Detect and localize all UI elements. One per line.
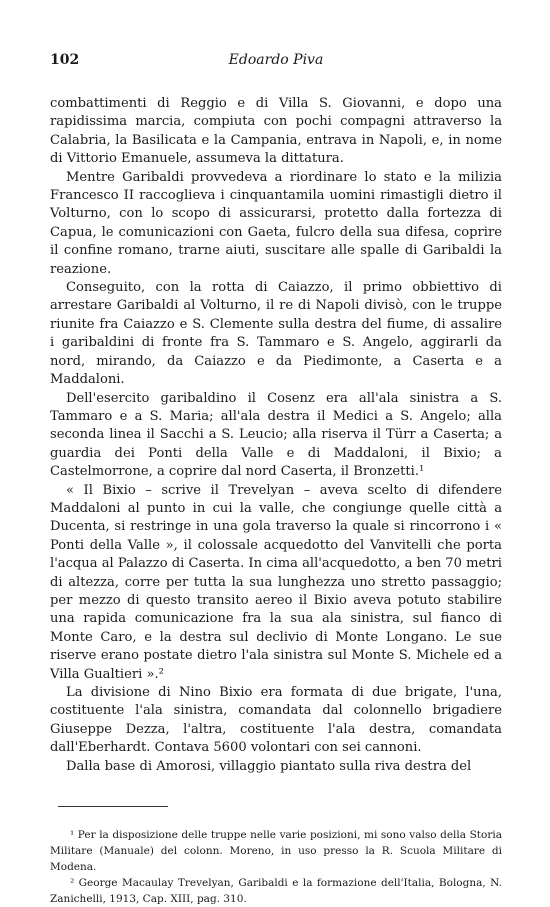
page-header (50, 52, 502, 74)
footnote-divider (58, 806, 168, 807)
paragraph: combattimenti di Reggio e di Villa S. Giovanni, e dopo una rapidissima marcia, compiuta con pochi compagni attraverso la Calabria, la Basilicata e la Campania, entrava in Napoli, e, in nome di Vittorio Emanuele, assumeva la dittatura. (50, 96, 502, 167)
paragraph: Dell'esercito garibaldino il Cosenz era all'ala sinistra a S. Tammaro e a S. Maria; all'ala destra il Medici a S. Angelo; alla seconda linea il Sacchi a S. Leucio; alla riserva il Türr a Caserta; a guardia dei Ponti della Valle e di Maddaloni, il Bixio; a Castelmorrone, a coprire dal nord Caserta, il Bronzetti.¹ (50, 390, 502, 480)
paragraph: « Il Bixio – scrive il Trevelyan – aveva scelto di difendere Maddaloni al punto in cui la valle, che congiunge quelle città a Ducenta, si restringe in una gola traverso la quale si rincorrono i « Ponti della Valle », il colossale acquedotto del Vanvitelli che porta l'acqua al Palazzo di Caserta. In cima all'acquedotto, a ben 70 metri di altezza, corre per tutta la sua lunghezza uno stretto passaggio; per mezzo di questo transito aereo il Bixio aveva potuto stabilire una rapida comunicazione fra la sua ala sinistra, sul fianco di Monte Caro, e la destra sul declivio di Monte Longano. Le sue riserve erano postate dietro l'ala sinistra sul Monte S. Michele ed a Villa Gualtieri ».² (50, 482, 502, 682)
paragraph: Conseguito, con la rotta di Caiazzo, il primo obbiettivo di arrestare Garibaldi al Volturno, il re di Napoli divisò, con le truppe riunite fra Caiazzo e S. Clemente sulla destra del fiume, di assalire i garibaldini di fronte fra S. Tammaro e S. Angelo, aggirarli da nord, mirando, da Caiazzo e da Piedimonte, a Caserta e a Maddaloni. (50, 280, 502, 388)
footnote: ¹ Per la disposizione delle truppe nelle varie posizioni, mi sono valso della Storia Militare (Manuale) del colonn. Moreno, in uso presso la R. Scuola Militare di Modena. (50, 829, 502, 874)
book-page (50, 52, 502, 907)
paragraph: Dalla base di Amorosi, villaggio piantato sulla riva destra del (66, 758, 472, 774)
paragraph: La divisione di Nino Bixio era formata di due brigate, l'una, costituente l'ala sinistra, comandata dal colonnello brigadiere Giuseppe Dezza, l'altra, costituente l'ala destra, comandata dall'Eberhardt. Contava 5600 volontari con sei cannoni. (50, 685, 502, 756)
running-head: Edoardo Piva (228, 52, 324, 68)
footnote: ² George Macaulay Trevelyan, Garibaldi e la formazione dell'Italia, Bologna, N. Zanichelli, 1913, Cap. XIII, pag. 310. (50, 877, 502, 906)
body-text (50, 95, 502, 776)
page-number: 102 (50, 52, 80, 68)
footnotes (50, 827, 502, 907)
paragraph: Mentre Garibaldi provvedeva a riordinare lo stato e la milizia Francesco II raccoglieva i cinquantamila uomini rimastigli dietro il Volturno, con lo scopo di assicurarsi, protetto dalla fortezza di Capua, le comunicazioni con Gaeta, fulcro della sua difesa, coprire il confine romano, trarne aiuti, suscitare alle spalle di Garibaldi la reazione. (50, 169, 502, 277)
